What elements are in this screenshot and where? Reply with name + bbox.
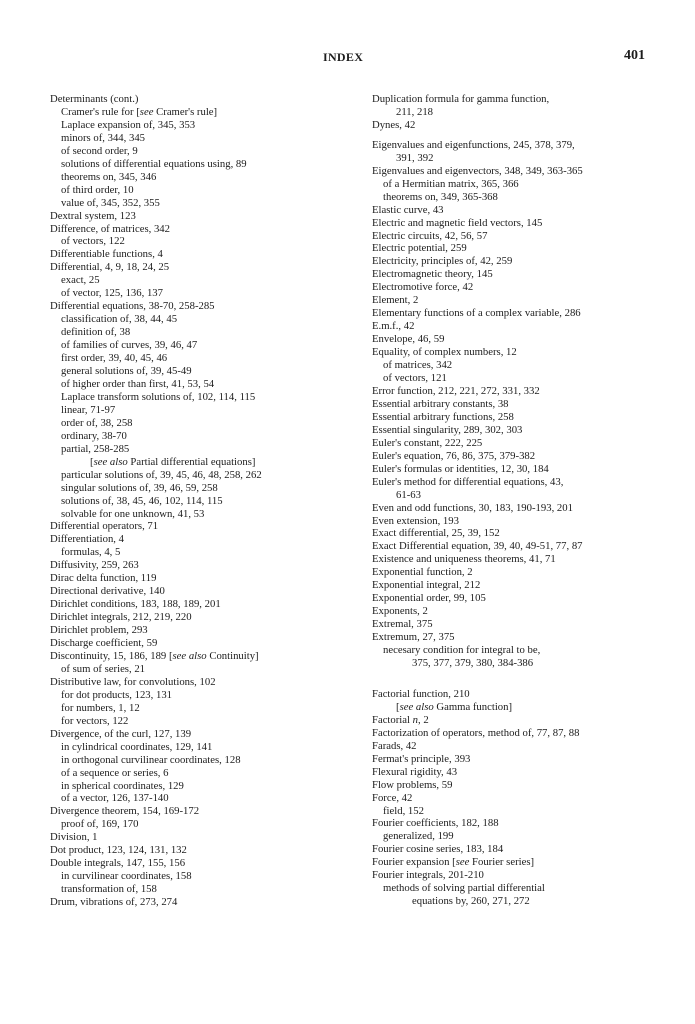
index-entry: Factorization of operators, method of, 77, 87, 88 [372,726,580,739]
index-entry: Differential operators, 71 [50,520,159,533]
index-entry: Electricity, principles of, 42, 259 [372,255,513,268]
index-entry: Dot product, 123, 124, 131, 132 [50,844,187,857]
index-entry: Duplication formula for gamma function, [372,93,550,105]
cross-reference-target: , 2 [418,713,429,726]
index-entry: Euler's formulas or identities, 12, 30, 184 [372,462,549,475]
index-entry: Euler's equation, 76, 86, 375, 379-382 [372,449,536,462]
index-entry: Exact differential, 25, 39, 152 [372,527,500,540]
index-entry: Dextral system, 123 [50,209,136,222]
index-entry: Extremum, 27, 375 [372,631,455,644]
index-entry [372,714,672,727]
index-column-left [50,93,350,909]
index-entry: Exact Differential equation, 39, 40, 49-51, 77, 87 [372,540,583,553]
entry-gap [372,670,672,679]
entry-gap [372,132,672,139]
index-entry: Electric potential, 259 [372,242,467,255]
index-entry: Flow problems, 59 [372,778,453,791]
index-entry: Dirac delta function, 119 [50,572,157,585]
index-entry: Elementary functions of a complex variable, 286 [372,307,581,320]
see-reference: see [139,105,154,118]
cross-reference-target: Fourier series] [469,856,535,869]
index-subentry: linear, 71-97 [61,403,116,416]
index-subentry: 61-63 [396,488,421,501]
index-subentry: of families of curves, 39, 46, 47 [61,339,198,352]
index-entry: Diffusivity, 259, 263 [50,559,139,572]
index-subentry: definition of, 38 [61,326,131,339]
bracket: [ [90,455,94,468]
index-entry: Exponential integral, 212 [372,579,481,592]
index-entry: Electromotive force, 42 [372,281,474,294]
index-subentry: of a Hermitian matrix, 365, 366 [383,177,519,190]
index-subentry [372,701,672,714]
index-entry: Farads, 42 [372,739,417,752]
index-entry: Dynes, 42 [372,118,416,131]
index-subentry: in curvilinear coordinates, 158 [61,870,192,883]
bracket: [ [396,700,400,713]
cross-reference-target: Cramer's rule] [153,105,218,118]
index-subentry: theorems on, 349, 365-368 [383,190,498,203]
index-subentry: field, 152 [383,804,424,817]
index-subentry: theorems on, 345, 346 [61,170,157,183]
index-entry: Force, 42 [372,791,413,804]
cross-reference-target: Gamma function] [433,700,513,713]
page-number: 401 [624,48,645,63]
index-entry: Division, 1 [50,831,98,844]
index-subentry: Laplace expansion of, 345, 353 [61,118,196,131]
index-subentry: transformation of, 158 [61,883,157,896]
entry-text: Cramer's rule for [61,105,137,118]
index-entry: Euler's method for differential equations, 43, [372,475,564,488]
index-entry: Eigenvalues and eigenvectors, 348, 349, 363-365 [372,164,583,177]
bracket: [ [136,105,140,118]
index-subentry: partial, 258-285 [61,442,130,455]
index-subentry: singular solutions of, 39, 46, 59, 258 [61,481,218,494]
entry-gap [372,679,672,688]
index-subentry: of vectors, 121 [383,372,447,385]
index-subentry: generalized, 199 [383,830,454,843]
index-subentry: first order, 39, 40, 45, 46 [61,352,168,365]
index-subentry: order of, 38, 258 [61,416,133,429]
index-subentry: of vector, 125, 136, 137 [61,287,163,300]
index-subentry: in cylindrical coordinates, 129, 141 [61,740,213,753]
bracket: [ [168,649,173,662]
index-subentry: Laplace transform solutions of, 102, 114, 115 [61,390,256,403]
index-entry: Extremal, 375 [372,618,433,631]
index-subentry: of higher order than first, 41, 53, 54 [61,377,215,390]
see-reference: see also [93,455,128,468]
bracket: [ [452,856,456,869]
index-entry: Essential singularity, 289, 302, 303 [372,423,523,436]
index-entry: Dirichlet problem, 293 [50,624,148,637]
index-entry: Differentiation, 4 [50,533,124,546]
index-entry: Fourier integrals, 201-210 [372,869,484,882]
index-subentry [50,106,350,119]
index-entry: Determinants (cont.) [50,93,139,105]
index-subentry: 211, 218 [396,105,434,118]
index-subentry: of matrices, 342 [383,359,453,372]
index-entry: Flexural rigidity, 43 [372,765,458,778]
index-subentry: for numbers, 1, 12 [61,701,140,714]
entry-text: Factorial [372,713,413,726]
index-entry: Even extension, 193 [372,514,459,527]
index-subentry: value of, 345, 352, 355 [61,196,160,209]
index-entry: Essential arbitrary constants, 38 [372,397,509,410]
index-subentry: exact, 25 [61,274,100,287]
index-subentry: of third order, 10 [61,183,134,196]
index-subentry: solutions of, 38, 45, 46, 102, 114, 115 [61,494,223,507]
see-reference: n [412,713,419,726]
index-subentry: formulas, 4, 5 [61,546,121,559]
index-entry: Dirichlet integrals, 212, 219, 220 [50,611,192,624]
index-entry: Differentiable functions, 4 [50,248,163,261]
index-subentry: 375, 377, 379, 380, 384-386 [412,656,534,669]
see-reference: see also [399,700,434,713]
index-entry: Dirichlet conditions, 183, 188, 189, 201 [50,598,221,611]
index-entry: Divergence theorem, 154, 169-172 [50,805,200,818]
page-header [0,50,695,66]
index-subentry: of sum of series, 21 [61,662,146,675]
index-entry: Euler's constant, 222, 225 [372,436,483,449]
index-entry: Exponential function, 2 [372,566,473,579]
index-entry: Discharge coefficient, 59 [50,637,158,650]
index-subentry [50,456,350,469]
index-subentry: in orthogonal curvilinear coordinates, 128 [61,753,241,766]
index-entry: Envelope, 46, 59 [372,333,445,346]
index-subentry: particular solutions of, 39, 45, 46, 48, 258, 262 [61,468,262,481]
index-entry: Differential, 4, 9, 18, 24, 25 [50,261,170,274]
index-entry: Directional derivative, 140 [50,585,165,598]
cross-reference-target: Continuity] [206,649,259,662]
index-entry: Existence and uniqueness theorems, 41, 71 [372,553,556,566]
index-subentry: general solutions of, 39, 45-49 [61,365,192,378]
index-entry: Electric circuits, 42, 56, 57 [372,229,488,242]
index-entry: Error function, 212, 221, 272, 331, 332 [372,384,540,397]
index-entry: Equality, of complex numbers, 12 [372,346,517,359]
see-reference: see also [172,649,207,662]
index-entry: Electric and magnetic field vectors, 145 [372,216,543,229]
index-entry: Differential equations, 38-70, 258-285 [50,300,215,313]
index-subentry: of vectors, 122 [61,235,125,248]
index-subentry: of a vector, 126, 137-140 [61,792,169,805]
index-subentry: methods of solving partial differential [383,882,545,895]
index-entry: Elastic curve, 43 [372,203,444,216]
index-entry: Double integrals, 147, 155, 156 [50,857,186,870]
index-entry: Electromagnetic theory, 145 [372,268,493,281]
index-entry: Fourier coefficients, 182, 188 [372,817,499,830]
index-entry: E.m.f., 42 [372,320,415,333]
index-entry: Eigenvalues and eigenfunctions, 245, 378, 379, [372,138,575,151]
index-entry: Divergence, of the curl, 127, 139 [50,727,192,740]
index-subentry: 391, 392 [396,151,434,164]
index-subentry: ordinary, 38-70 [61,429,127,442]
index-entry [372,856,672,869]
index-subentry: solutions of differential equations using, 89 [61,157,247,170]
entry-text: Fourier expansion [372,856,453,869]
index-entry: Essential arbitrary functions, 258 [372,410,514,423]
index-entry: Element, 2 [372,294,419,307]
index-subentry: necesary condition for integral to be, [383,644,541,657]
index-entry: Exponential order, 99, 105 [372,592,486,605]
index-subentry: in spherical coordinates, 129 [61,779,184,792]
index-subentry: of second order, 9 [61,144,138,157]
index-subentry: solvable for one unknown, 41, 53 [61,507,205,520]
see-reference: see [455,856,470,869]
index-entry: Fermat's principle, 393 [372,752,471,765]
index-subentry: equations by, 260, 271, 272 [412,895,530,908]
index-entry: Exponents, 2 [372,605,428,618]
index-column-right [372,93,672,908]
index-entry: Drum, vibrations of, 273, 274 [50,896,178,909]
index-entry: Distributive law, for convolutions, 102 [50,675,216,688]
index-entry: Fourier cosine series, 183, 184 [372,843,504,856]
running-title: INDEX [323,50,364,64]
index-entry: Difference, of matrices, 342 [50,222,170,235]
index-subentry: classification of, 38, 44, 45 [61,313,178,326]
index-subentry: of a sequence or series, 6 [61,766,169,779]
index-subentry: minors of, 344, 345 [61,131,146,144]
cross-reference-target: Partial differential equations] [127,455,256,468]
entry-text: Discontinuity, 15, 186, 189 [50,649,169,662]
index-entry [50,650,350,663]
index-entry: Factorial function, 210 [372,687,470,700]
index-subentry: for vectors, 122 [61,714,129,727]
index-entry: Even and odd functions, 30, 183, 190-193, 201 [372,501,573,514]
index-subentry: for dot products, 123, 131 [61,688,173,701]
index-subentry: proof of, 169, 170 [61,818,139,831]
